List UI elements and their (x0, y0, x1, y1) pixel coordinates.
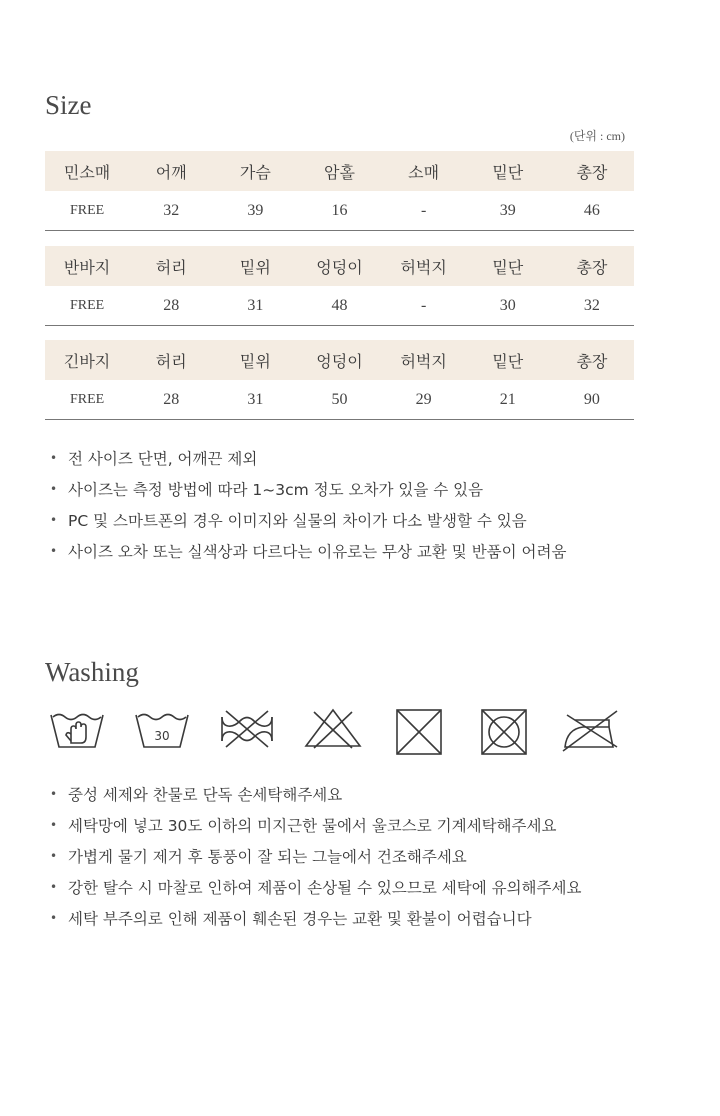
value-cell: FREE (69, 391, 105, 407)
value-cell: 31 (247, 296, 264, 314)
value-cell: FREE (69, 202, 105, 218)
unit-label: (단위 : cm) (569, 129, 625, 143)
note-text: 세탁 부주의로 인해 제품이 훼손된 경우는 교환 및 환불이 어렵습니다 (68, 909, 532, 928)
value-cell: 39 (499, 201, 516, 219)
value-cell: - (420, 201, 427, 219)
list-item (50, 778, 581, 809)
list-item (50, 504, 566, 535)
header-cell: 총장 (576, 257, 608, 277)
header-cell: 총장 (576, 162, 608, 182)
note-text: PC 및 스마트폰의 경우 이미지와 실물의 차이가 다소 발생할 수 있음 (68, 511, 527, 530)
value-cell: 28 (163, 390, 180, 408)
note-text: 세탁망에 넣고 30도 이하의 미지근한 물에서 울코스로 기계세탁해주세요 (68, 816, 557, 835)
table-header-row (45, 340, 634, 380)
do-not-bleach-icon (304, 707, 362, 749)
washing-section-title: Washing (45, 657, 139, 687)
size-table-long-pants (45, 340, 634, 420)
table-header-row (45, 246, 634, 286)
header-cell: 엉덩이 (316, 257, 363, 277)
value-cell: 46 (583, 201, 600, 219)
size-table-shorts (45, 246, 634, 326)
note-text: 사이즈는 측정 방법에 따라 1~3cm 정도 오차가 있을 수 있음 (68, 480, 484, 499)
value-cell: 30 (499, 296, 516, 314)
table-row (45, 286, 634, 326)
list-item (50, 902, 581, 933)
note-text: 전 사이즈 단면, 어깨끈 제외 (68, 449, 258, 468)
value-cell: 21 (499, 390, 516, 408)
size-table-sleeveless (45, 151, 634, 231)
list-item (50, 442, 566, 473)
machine-wash-30-icon (134, 707, 190, 749)
list-item (50, 840, 581, 871)
value-cell: 50 (331, 390, 348, 408)
header-cell: 엉덩이 (316, 351, 363, 371)
value-cell: 48 (331, 296, 348, 314)
value-cell: - (420, 296, 427, 314)
note-text: 가볍게 물기 제거 후 통풍이 잘 되는 그늘에서 건조해주세요 (68, 847, 467, 866)
value-cell: 29 (415, 390, 432, 408)
header-cell: 밑위 (239, 257, 271, 277)
header-cell: 긴바지 (63, 351, 111, 371)
note-text: 사이즈 오차 또는 실색상과 다르다는 이유로는 무상 교환 및 반품이 어려움 (68, 542, 567, 561)
header-cell: 총장 (576, 351, 608, 371)
header-cell: 밑단 (492, 351, 524, 371)
value-cell: 31 (247, 390, 264, 408)
header-cell: 암홀 (324, 162, 355, 182)
bullet: • (50, 879, 58, 894)
bullet: • (50, 910, 58, 925)
washing-notes-list (50, 778, 581, 933)
bullet: • (50, 817, 58, 832)
size-notes-list (50, 442, 566, 566)
header-cell: 반바지 (63, 257, 111, 277)
value-cell: 28 (163, 296, 180, 314)
bullet: • (50, 450, 58, 465)
bullet: • (50, 481, 58, 496)
list-item (50, 535, 566, 566)
do-not-wring-icon (218, 707, 276, 749)
washing-icons-row (49, 707, 619, 761)
value-cell: 90 (583, 390, 600, 408)
list-item (50, 473, 566, 504)
bullet: • (50, 543, 58, 558)
wash-temperature-label: 30 (154, 729, 170, 743)
hand-wash-icon (49, 707, 105, 749)
header-cell: 허리 (155, 351, 187, 371)
header-cell: 밑단 (492, 162, 524, 182)
table-row (45, 191, 634, 231)
header-cell: 민소매 (63, 162, 111, 182)
value-cell: FREE (69, 297, 105, 313)
header-cell: 밑단 (492, 257, 524, 277)
header-cell: 밑위 (239, 351, 271, 371)
note-text: 강한 탈수 시 마찰로 인하여 제품이 손상될 수 있으므로 세탁에 유의해주세요 (68, 878, 582, 897)
header-cell: 소매 (408, 162, 440, 182)
header-cell: 허리 (155, 257, 187, 277)
list-item (50, 871, 581, 902)
table-header-row (45, 151, 634, 191)
value-cell: 16 (331, 201, 348, 219)
do-not-dry-clean-icon (479, 707, 529, 757)
value-cell: 39 (247, 201, 264, 219)
bullet: • (50, 786, 58, 801)
note-text: 중성 세제와 찬물로 단독 손세탁해주세요 (68, 785, 343, 804)
header-cell: 허벅지 (400, 257, 447, 277)
bullet: • (50, 848, 58, 863)
value-cell: 32 (583, 296, 600, 314)
size-section-title: Size (45, 90, 92, 120)
do-not-tumble-dry-icon (394, 707, 444, 757)
header-cell: 어깨 (155, 162, 187, 182)
bullet: • (50, 512, 58, 527)
header-cell: 가슴 (239, 162, 271, 182)
table-row (45, 380, 634, 420)
list-item (50, 809, 581, 840)
value-cell: 32 (163, 201, 180, 219)
do-not-iron-icon (561, 707, 619, 753)
header-cell: 허벅지 (400, 351, 447, 371)
